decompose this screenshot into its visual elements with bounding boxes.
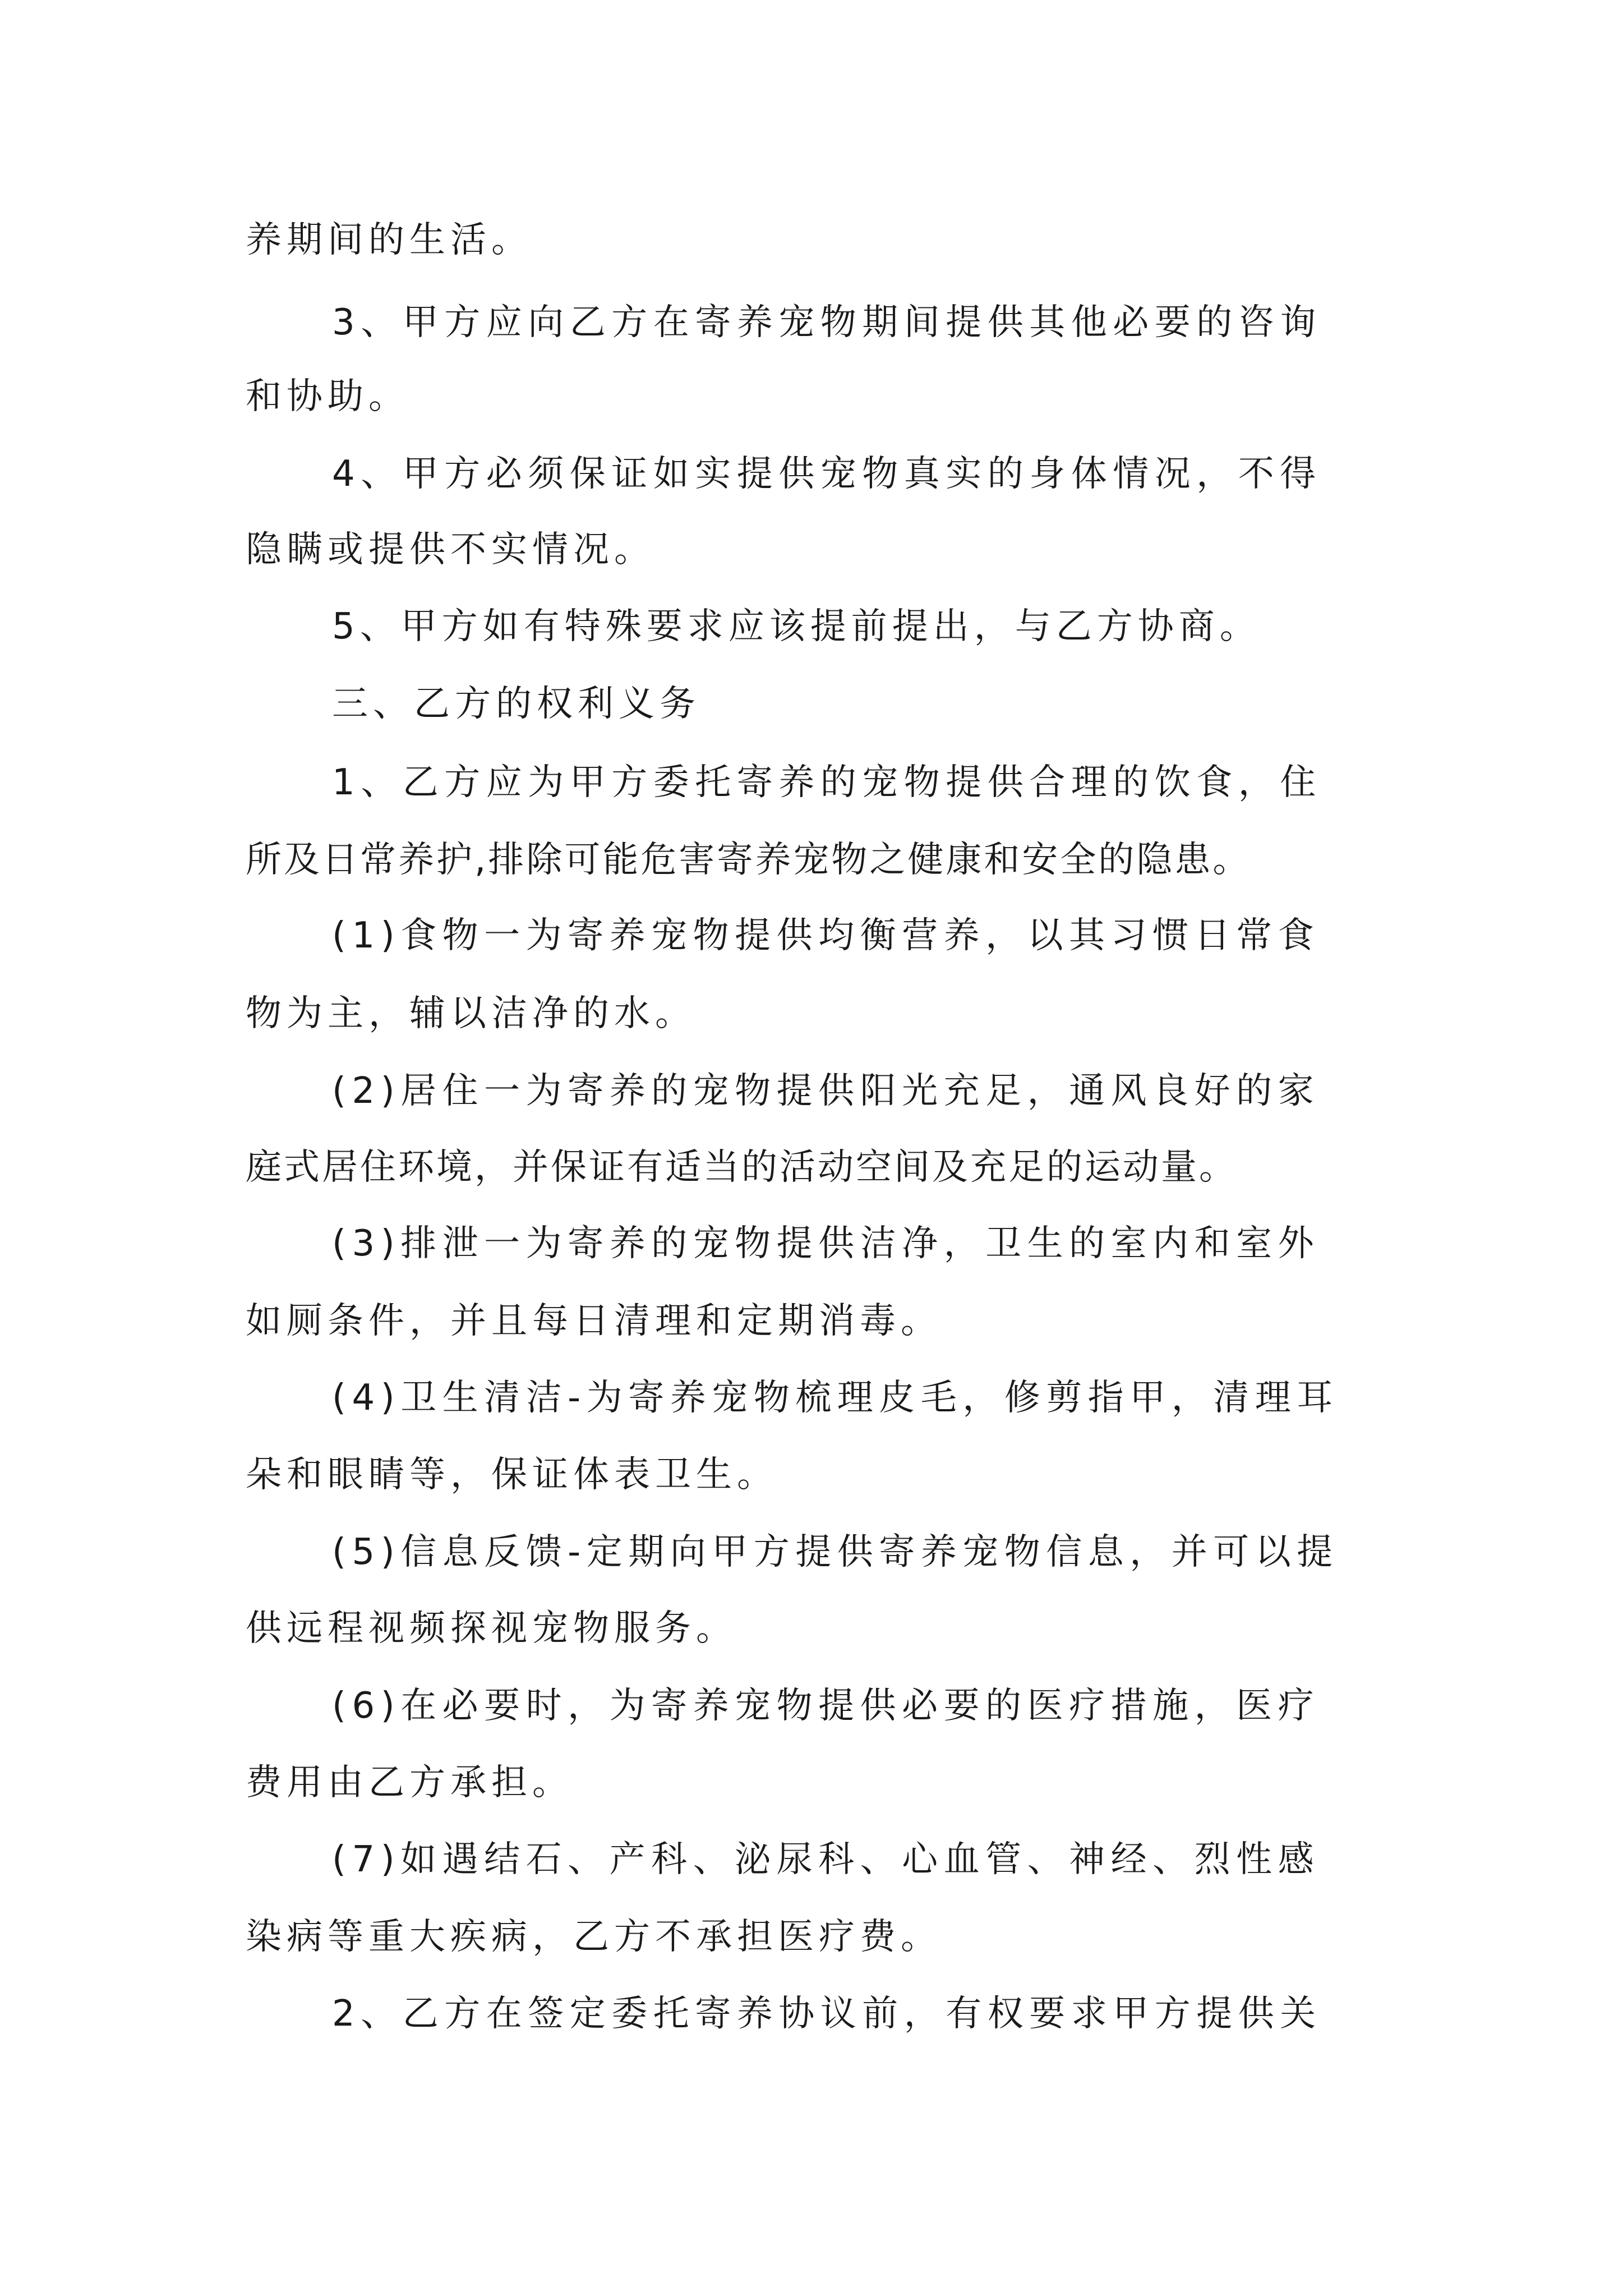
- text-line-13: 庭式居住环境，并保证有适当的活动空间及充足的运动量。: [246, 1147, 1237, 1188]
- text-line-6: 5、甲方如有特殊要求应该提前提出，与乙方协商。: [332, 606, 1261, 647]
- text-line-16: (4)卫生清洁-为寄养宠物梳理皮毛，修剪指甲，清理耳: [332, 1377, 1339, 1419]
- section-heading: 三、乙方的权利义务: [332, 683, 700, 725]
- text-line-1: 养期间的生活。: [246, 219, 532, 261]
- text-line-17: 朵和眼睛等，保证体表卫生。: [246, 1454, 778, 1496]
- text-line-10: (1)食物一为寄养宠物提供均衡营养，以其习惯日常食: [332, 915, 1320, 956]
- text-line-24: 2、乙方在签定委托寄养协议前，有权要求甲方提供关: [332, 1993, 1322, 2035]
- text-line-3: 和协助。: [246, 376, 409, 417]
- text-line-12: (2)居住一为寄养的宠物提供阳光充足，通风良好的家: [332, 1070, 1320, 1112]
- text-line-2: 3、甲方应向乙方在寄养宠物期间提供其他必要的咨询: [332, 302, 1322, 343]
- text-line-4: 4、甲方必须保证如实提供宠物真实的身体情况，不得: [332, 453, 1322, 495]
- text-line-14: (3)排泄一为寄养的宠物提供洁净，卫生的室内和室外: [332, 1223, 1320, 1264]
- text-line-22: (7)如遇结石、产科、泌尿科、心血管、神经、烈性感: [332, 1839, 1320, 1880]
- text-line-9: 所及日常养护,排除可能危害寄养宠物之健康和安全的隐患。: [246, 839, 1251, 881]
- text-line-11: 物为主，辅以洁净的水。: [246, 993, 696, 1034]
- text-line-15: 如厕条件，并且每日清理和定期消毒。: [246, 1300, 942, 1342]
- text-line-23: 染病等重大疾病，乙方不承担医疗费。: [246, 1916, 942, 1958]
- text-line-19: 供远程视频探视宠物服务。: [246, 1608, 737, 1649]
- text-line-20: (6)在必要时，为寄养宠物提供必要的医疗措施，医疗: [332, 1685, 1320, 1727]
- text-line-18: (5)信息反馈-定期向甲方提供寄养宠物信息，并可以提: [332, 1531, 1339, 1573]
- text-line-5: 隐瞒或提供不实情况。: [246, 529, 655, 570]
- text-line-21: 费用由乙方承担。: [246, 1762, 573, 1803]
- text-line-8: 1、乙方应为甲方委托寄养的宠物提供合理的饮食，住: [332, 762, 1322, 803]
